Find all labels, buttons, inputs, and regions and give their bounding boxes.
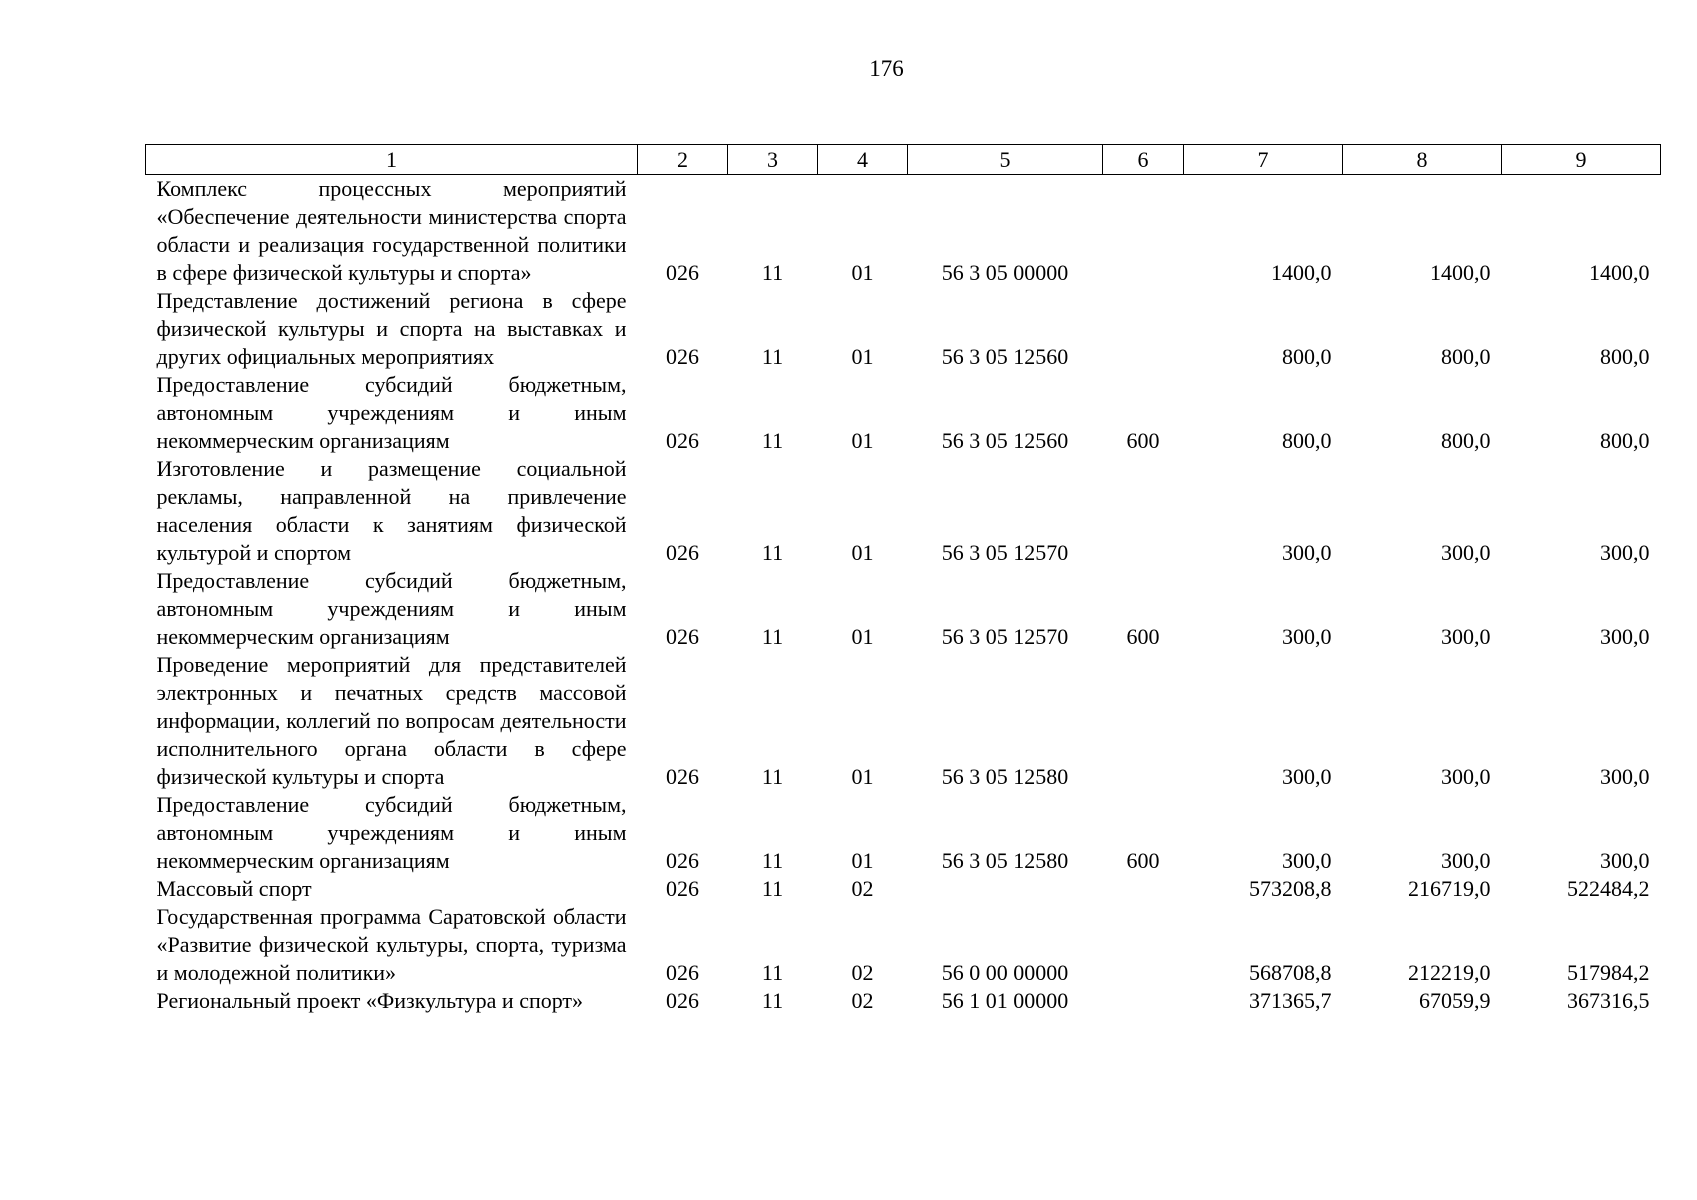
row-value-9: 300,0 bbox=[1600, 764, 1650, 789]
row-csr: 56 3 05 12570 bbox=[941, 540, 1069, 565]
row-vr bbox=[1103, 651, 1184, 791]
row-pr: 02 bbox=[851, 988, 874, 1013]
table-row bbox=[146, 455, 1661, 567]
row-ved: 026 bbox=[666, 960, 699, 985]
row-vr bbox=[1103, 987, 1184, 1015]
row-name: Изготовление и размещение социальной рекламы, направленной на привлечение населения области к занятиям физической культурой и спортом bbox=[156, 456, 627, 565]
row-value-9: 522484,2 bbox=[1567, 876, 1650, 901]
header-col-9: 9 bbox=[1502, 145, 1661, 175]
row-value-9: 517984,2 bbox=[1567, 960, 1650, 985]
row-rz: 11 bbox=[761, 988, 784, 1013]
row-value-9: 800,0 bbox=[1600, 344, 1650, 369]
row-ved: 026 bbox=[666, 540, 699, 565]
row-vr: 600 bbox=[1126, 428, 1160, 453]
row-pr: 02 bbox=[851, 960, 874, 985]
budget-table-wrapper bbox=[145, 144, 1661, 1015]
row-value-9: 300,0 bbox=[1600, 540, 1650, 565]
header-col-6: 6 bbox=[1103, 145, 1184, 175]
row-pr: 02 bbox=[851, 876, 874, 901]
table-row bbox=[146, 987, 1661, 1015]
row-ved: 026 bbox=[666, 988, 699, 1013]
row-csr: 56 3 05 12570 bbox=[941, 624, 1069, 649]
row-ved: 026 bbox=[666, 260, 699, 285]
budget-table bbox=[145, 144, 1661, 1015]
row-rz: 11 bbox=[761, 260, 784, 285]
row-value-9: 1400,0 bbox=[1589, 260, 1650, 285]
header-col-4: 4 bbox=[818, 145, 908, 175]
row-value-7: 800,0 bbox=[1282, 428, 1332, 453]
header-col-2: 2 bbox=[638, 145, 728, 175]
row-vr bbox=[1103, 875, 1184, 903]
row-csr: 56 3 05 12580 bbox=[941, 848, 1069, 873]
row-pr: 01 bbox=[851, 344, 874, 369]
row-csr: 56 3 05 12560 bbox=[941, 344, 1069, 369]
row-value-7: 300,0 bbox=[1282, 540, 1332, 565]
row-name: Государственная программа Саратовской области «Развитие физической культуры, спорта, туризма и молодежной политики» bbox=[156, 904, 627, 985]
row-value-8: 1400,0 bbox=[1430, 260, 1491, 285]
row-value-9: 800,0 bbox=[1600, 428, 1650, 453]
table-header-row bbox=[146, 145, 1661, 175]
row-name: Массовый спорт bbox=[156, 876, 312, 901]
row-name: Региональный проект «Физкультура и спорт» bbox=[156, 988, 584, 1013]
row-ved: 026 bbox=[666, 624, 699, 649]
table-row bbox=[146, 791, 1661, 875]
row-name: Проведение мероприятий для представителей электронных и печатных средств массовой информации, коллегий по вопросам деятельности исполнительного органа области в сфере физической культуры и спорта bbox=[156, 652, 627, 789]
header-col-7: 7 bbox=[1184, 145, 1343, 175]
row-rz: 11 bbox=[761, 344, 784, 369]
row-name: Представление достижений региона в сфере физической культуры и спорта на выставках и других официальных мероприятиях bbox=[156, 288, 627, 369]
row-value-8: 216719,0 bbox=[1408, 876, 1491, 901]
row-name: Предоставление субсидий бюджетным, автономным учреждениям и иным некоммерческим организациям bbox=[156, 372, 627, 453]
row-ved: 026 bbox=[666, 848, 699, 873]
row-rz: 11 bbox=[761, 960, 784, 985]
header-col-8: 8 bbox=[1343, 145, 1502, 175]
page-number: 176 bbox=[869, 56, 904, 81]
row-value-8: 300,0 bbox=[1441, 540, 1491, 565]
row-rz: 11 bbox=[761, 764, 784, 789]
row-vr: 600 bbox=[1126, 848, 1160, 873]
row-value-8: 300,0 bbox=[1441, 764, 1491, 789]
row-value-7: 573208,8 bbox=[1249, 876, 1332, 901]
table-row bbox=[146, 875, 1661, 903]
row-vr bbox=[1103, 175, 1184, 288]
row-rz: 11 bbox=[761, 848, 784, 873]
row-pr: 01 bbox=[851, 848, 874, 873]
table-row bbox=[146, 175, 1661, 288]
row-value-8: 800,0 bbox=[1441, 344, 1491, 369]
row-ved: 026 bbox=[666, 876, 699, 901]
row-value-9: 367316,5 bbox=[1567, 988, 1650, 1013]
row-vr: 600 bbox=[1126, 624, 1160, 649]
row-value-8: 67059,9 bbox=[1419, 988, 1491, 1013]
row-csr: 56 0 00 00000 bbox=[941, 960, 1069, 985]
row-rz: 11 bbox=[761, 624, 784, 649]
row-ved: 026 bbox=[666, 344, 699, 369]
row-value-9: 300,0 bbox=[1600, 624, 1650, 649]
row-rz: 11 bbox=[761, 540, 784, 565]
row-value-7: 300,0 bbox=[1282, 848, 1332, 873]
header-col-5: 5 bbox=[908, 145, 1103, 175]
row-pr: 01 bbox=[851, 428, 874, 453]
row-csr: 56 3 05 00000 bbox=[941, 260, 1069, 285]
row-value-7: 300,0 bbox=[1282, 764, 1332, 789]
row-value-8: 212219,0 bbox=[1408, 960, 1491, 985]
row-csr bbox=[908, 875, 1103, 903]
table-row bbox=[146, 287, 1661, 371]
row-pr: 01 bbox=[851, 624, 874, 649]
header-col-3: 3 bbox=[728, 145, 818, 175]
row-value-7: 568708,8 bbox=[1249, 960, 1332, 985]
row-value-8: 800,0 bbox=[1441, 428, 1491, 453]
table-row bbox=[146, 651, 1661, 791]
table-row bbox=[146, 903, 1661, 987]
row-ved: 026 bbox=[666, 764, 699, 789]
row-value-7: 371365,7 bbox=[1249, 988, 1332, 1013]
table-row bbox=[146, 371, 1661, 455]
row-name: Предоставление субсидий бюджетным, автономным учреждениям и иным некоммерческим организациям bbox=[156, 792, 627, 873]
row-value-7: 1400,0 bbox=[1271, 260, 1332, 285]
row-rz: 11 bbox=[761, 428, 784, 453]
row-value-7: 300,0 bbox=[1282, 624, 1332, 649]
row-csr: 56 3 05 12580 bbox=[941, 764, 1069, 789]
row-vr bbox=[1103, 287, 1184, 371]
row-vr bbox=[1103, 455, 1184, 567]
row-pr: 01 bbox=[851, 260, 874, 285]
row-value-8: 300,0 bbox=[1441, 848, 1491, 873]
row-csr: 56 1 01 00000 bbox=[941, 988, 1069, 1013]
row-pr: 01 bbox=[851, 764, 874, 789]
row-value-9: 300,0 bbox=[1600, 848, 1650, 873]
row-value-7: 800,0 bbox=[1282, 344, 1332, 369]
table-row bbox=[146, 567, 1661, 651]
row-csr: 56 3 05 12560 bbox=[941, 428, 1069, 453]
row-name: Комплекс процессных мероприятий «Обеспечение деятельности министерства спорта области и реализация государственной политики в сфере физической культуры и спорта» bbox=[156, 176, 627, 285]
row-pr: 01 bbox=[851, 540, 874, 565]
row-rz: 11 bbox=[761, 876, 784, 901]
row-ved: 026 bbox=[666, 428, 699, 453]
row-name: Предоставление субсидий бюджетным, автономным учреждениям и иным некоммерческим организациям bbox=[156, 568, 627, 649]
row-vr bbox=[1103, 903, 1184, 987]
row-value-8: 300,0 bbox=[1441, 624, 1491, 649]
header-col-1: 1 bbox=[146, 145, 638, 175]
